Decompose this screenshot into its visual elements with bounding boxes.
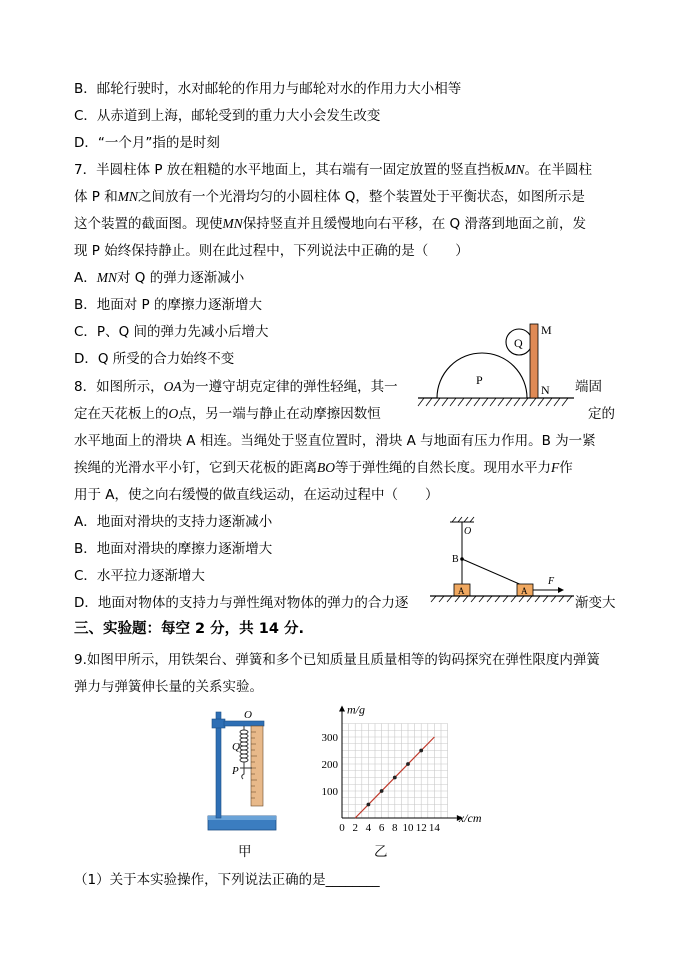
label-p: P xyxy=(232,765,239,777)
q7-figure xyxy=(416,318,576,410)
x-tick-label: 0 xyxy=(339,822,345,834)
y-axis-label: m/g xyxy=(347,702,365,717)
label-n: N xyxy=(541,383,550,397)
q7-stem-line1: 7．半圆柱体 P 放在粗糙的水平地面上，其右端有一固定放置的竖直挡板MN。在半圆柱 xyxy=(74,162,593,178)
q8-option-c: C．水平拉力逐渐增大 xyxy=(74,568,205,584)
q9-apparatus-figure xyxy=(200,700,290,840)
label-a1: A xyxy=(458,586,465,596)
data-point xyxy=(406,762,410,766)
q9-stem-line2: 弹力与弹簧伸长量的关系实验。 xyxy=(74,679,263,695)
q7-stem-line4: 现 P 始终保持静止。则在此过程中，下列说法中正确的是（ ） xyxy=(74,243,469,259)
q8-stem-line1: 8．如图所示，OA为一遵守胡克定律的弹性轻绳，其一 xyxy=(74,379,398,395)
q7-stem-line3: 这个装置的截面图。现使MN保持竖直并且缓慢地向右平移，在 Q 滑落到地面之前，发 xyxy=(74,216,586,232)
y-tick-label: 100 xyxy=(321,786,338,798)
data-point xyxy=(419,749,423,753)
label-b: B xyxy=(452,554,459,565)
q8-stem-line2-end: 定的 xyxy=(588,406,615,422)
q8-stem-line4: 挨绳的光滑水平小钉，它到天花板的距离BO等于弹性绳的自然长度。现用水平力F作 xyxy=(74,460,573,476)
label-a2: A xyxy=(521,586,528,596)
q7-option-c: C．P、Q 间的弹力先减小后增大 xyxy=(74,324,269,340)
data-point xyxy=(380,789,384,793)
q7-stem-line2: 体 P 和MN之间放有一个光滑均匀的小圆柱体 Q，整个装置处于平衡状态，如图所示是 xyxy=(74,189,585,205)
q7-option-a: A．MN对 Q 的弹力逐渐减小 xyxy=(74,270,245,286)
x-tick-label: 12 xyxy=(415,822,427,834)
section-3-title: 三、实验题：每空 2 分，共 14 分. xyxy=(74,621,304,637)
q8-stem-line2: 定在天花板上的O点，另一端与静止在动摩擦因数恒 xyxy=(74,406,381,422)
y-tick-label: 200 xyxy=(321,759,338,771)
label-q: Q xyxy=(232,741,240,753)
x-tick-label: 4 xyxy=(365,822,372,834)
q6-option-b: B．邮轮行驶时，水对邮轮的作用力与邮轮对水的作用力大小相等 xyxy=(74,81,462,97)
q8-option-a: A．地面对滑块的支持力逐渐减小 xyxy=(74,514,273,530)
x-tick-label: 8 xyxy=(392,822,398,834)
q8-option-d: D．地面对物体的支持力与弹性绳对物体的弹力的合力逐 xyxy=(74,595,409,611)
q9-sub1: （1）关于本实验操作，下列说法正确的是________ xyxy=(74,872,380,888)
q9-stem-line1: 9.如图甲所示，用铁架台、弹簧和多个已知质量且质量相等的钩码探究在弹性限度内弹簧 xyxy=(74,652,600,668)
y-tick-label: 300 xyxy=(321,732,338,744)
label-p: P xyxy=(476,373,483,387)
x-tick-label: 14 xyxy=(428,822,440,834)
label-m: M xyxy=(541,323,552,337)
data-point xyxy=(367,803,371,807)
q7-option-b: B．地面对 P 的摩擦力逐渐增大 xyxy=(74,297,262,313)
q9-chart xyxy=(300,700,500,838)
q8-stem-line3: 水平地面上的滑块 A 相连。当绳处于竖直位置时，滑块 A 与地面有压力作用。B 为一紧 xyxy=(74,433,596,449)
label-f: F xyxy=(548,576,555,587)
y-axis-arrow xyxy=(339,706,345,712)
q8-stem-line1-end: 端固 xyxy=(575,379,602,395)
label-o: O xyxy=(464,526,472,537)
q8-figure xyxy=(426,516,576,606)
label-o: O xyxy=(244,709,252,721)
x-tick-label: 6 xyxy=(378,822,385,834)
q6-option-d: D．“一个月”指的是时刻 xyxy=(74,135,220,151)
x-tick-label: 2 xyxy=(352,822,358,834)
q8-option-d-end: 渐变大 xyxy=(575,595,616,611)
board-mn xyxy=(530,324,538,398)
q7-option-d: D．Q 所受的合力始终不变 xyxy=(74,351,235,367)
label-jia: 甲 xyxy=(238,844,252,860)
q8-option-b: B．地面对滑块的摩擦力逐渐增大 xyxy=(74,541,273,557)
q6-option-c: C．从赤道到上海，邮轮受到的重力大小会发生改变 xyxy=(74,108,381,124)
label-q: Q xyxy=(514,336,523,350)
data-point xyxy=(393,776,397,780)
q8-stem-line5: 用于 A，使之向右缓慢的做直线运动，在运动过程中（ ） xyxy=(74,487,439,503)
label-yi: 乙 xyxy=(374,844,388,860)
x-tick-label: 10 xyxy=(402,822,414,834)
x-axis-label: x/cm xyxy=(458,811,482,825)
